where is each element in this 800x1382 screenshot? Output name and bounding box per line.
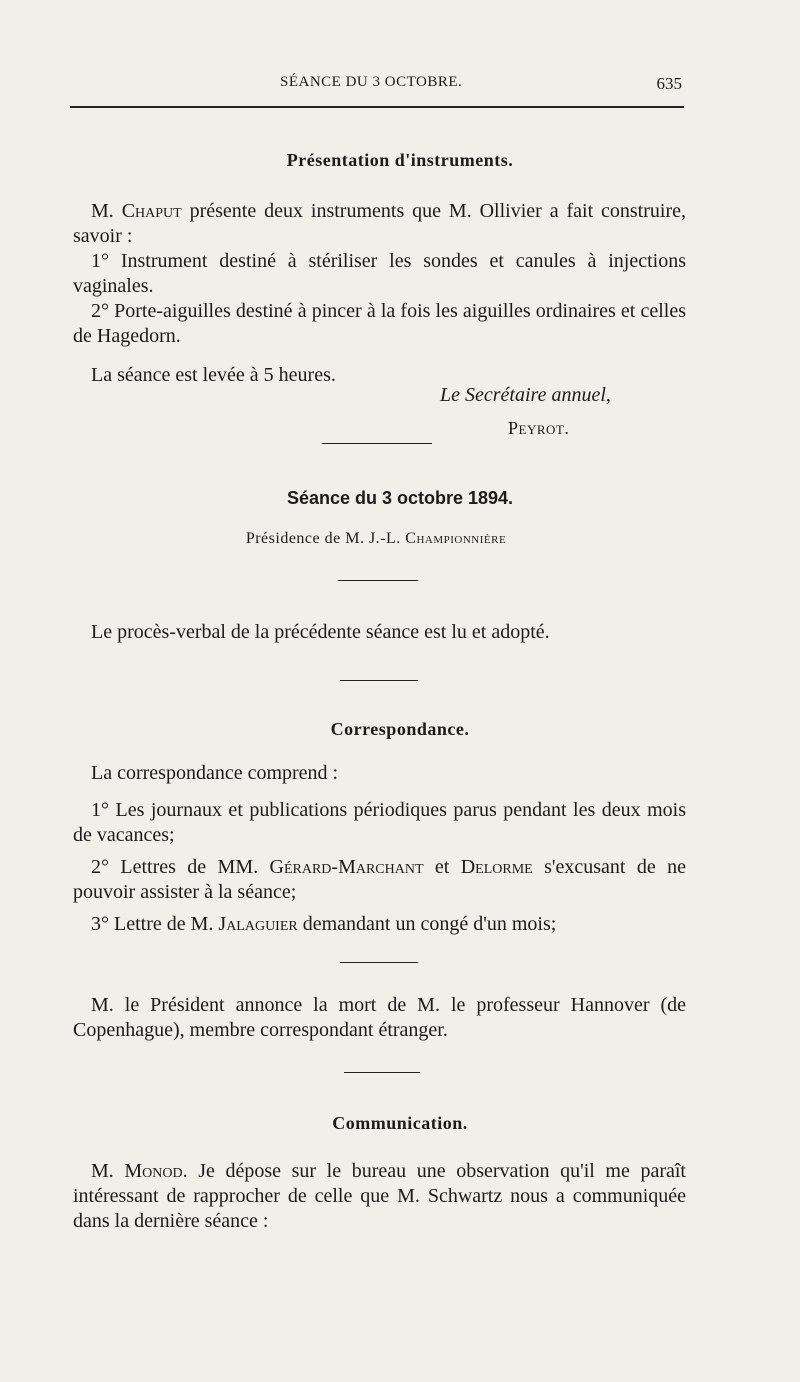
header-rule bbox=[70, 106, 684, 108]
name-delorme: Delorme bbox=[460, 856, 533, 878]
session-title: Séance du 3 octobre 1894. bbox=[286, 488, 514, 508]
section-heading-communication: Communication. bbox=[332, 1113, 468, 1133]
divider bbox=[338, 580, 418, 581]
announcement-paragraph: M. le Président annonce la mort de M. le professeur Hannover (de Copenhague), membre correspondant étranger. bbox=[73, 994, 686, 1041]
name-jalaguier: Jalaguier bbox=[218, 913, 298, 935]
minutes-paragraph: Le procès-verbal de la précédente séance est lu et adopté. bbox=[91, 621, 550, 643]
correspondance-item-3 bbox=[73, 912, 686, 937]
item-prefix: 2° Lettres de MM. bbox=[91, 856, 270, 878]
chaput-paragraph bbox=[73, 199, 686, 249]
section-heading-presentation: Présentation d'instruments. bbox=[286, 150, 514, 170]
correspondance-item-1: 1° Les journaux et publications périodiques parus pendant les deux mois de vacances; bbox=[73, 799, 686, 846]
page-header bbox=[70, 74, 686, 104]
prefix-text: M. bbox=[91, 200, 122, 222]
item-text: et bbox=[423, 856, 461, 878]
closing-line: La séance est levée à 5 heures. bbox=[91, 364, 336, 386]
author-name-chaput: Chaput bbox=[121, 200, 182, 222]
signature-role: Le Secrétaire annuel, bbox=[440, 384, 611, 406]
presidence-line bbox=[0, 530, 752, 548]
section-divider bbox=[322, 443, 432, 444]
running-title: SÉANCE DU 3 OCTOBRE. bbox=[280, 74, 463, 90]
page-number: 635 bbox=[656, 74, 682, 93]
section-heading-correspondance: Correspondance. bbox=[330, 719, 470, 739]
name-gerard-marchant: Gérard-Marchant bbox=[269, 856, 424, 878]
divider bbox=[340, 680, 418, 681]
divider bbox=[340, 962, 418, 963]
signature-name: Peyrot. bbox=[508, 418, 570, 438]
prefix-text: M. bbox=[91, 1160, 125, 1182]
communication-paragraph bbox=[73, 1159, 686, 1234]
item-text: demandant un congé d'un mois; bbox=[297, 913, 557, 935]
correspondance-intro: La correspondance comprend : bbox=[91, 762, 339, 784]
president-name: Championnière bbox=[405, 530, 507, 547]
presidence-prefix: Présidence de M. J.-L. bbox=[245, 530, 406, 547]
body-text: présente deux instruments que M. Ollivier a fait construire, savoir : bbox=[73, 200, 686, 247]
item-prefix: 3° Lettre de M. bbox=[91, 913, 219, 935]
author-name-monod: Monod bbox=[124, 1160, 183, 1182]
instrument-item-1: 1° Instrument destiné à stériliser les sondes et canules à injections vaginales. bbox=[73, 250, 686, 297]
instrument-item-2: 2° Porte-aiguilles destiné à pincer à la fois les aiguilles ordinaires et celles de Hagedorn. bbox=[73, 300, 686, 347]
item-text: s'excusant de ne pouvoir assister à la séance; bbox=[73, 856, 686, 903]
body-text: . Je dépose sur le bureau une observation qu'il me paraît intéressant de rapprocher de celle que M. Schwartz nous a communiquée dans la dernière séance : bbox=[73, 1160, 686, 1232]
divider bbox=[344, 1072, 420, 1073]
correspondance-item-2 bbox=[73, 855, 686, 905]
